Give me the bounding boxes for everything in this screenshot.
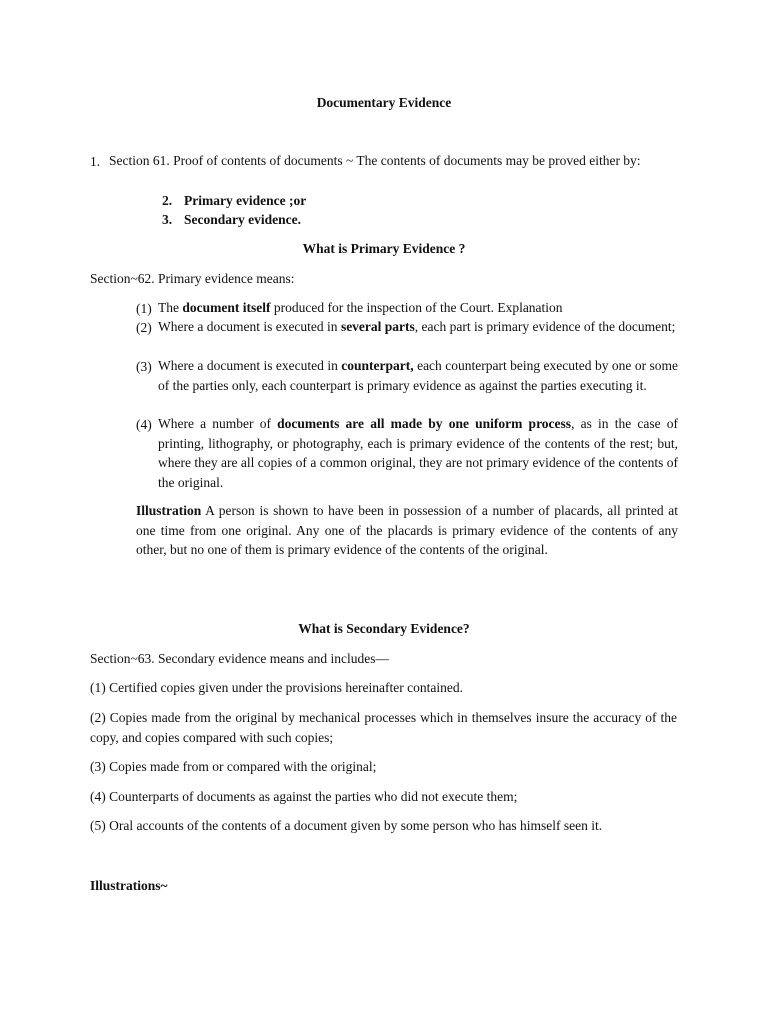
secondary-item-2: (2) Copies made from the original by mechanical processes which in themselves insure the accuracy of the copy, and copies compared with such copies; [90, 710, 677, 745]
list-item-number: 2. [162, 193, 173, 208]
primary-item-1: The document itself produced for the inspection of the Court. Explanation [158, 300, 563, 315]
list-item-number: 3. [162, 212, 173, 227]
section-61-text: Section 61. Proof of contents of documents ~ The contents of documents may be proved either by: [109, 153, 641, 168]
section-63-intro: Section~63. Secondary evidence means and includes— [90, 651, 389, 666]
primary-evidence-heading: What is Primary Evidence ? [302, 241, 466, 256]
secondary-item-4: (4) Counterparts of documents as against the parties who did not execute them; [90, 789, 518, 804]
primary-item-4: Where a number of documents are all made by one uniform process, as in the case of printing, lithography, or photography, each is primary evidence of the contents of the rest; but, where they are all copies of a common original, they are not primary evidence of the contents of the original. [158, 416, 678, 490]
document-title: Documentary Evidence [316, 95, 452, 110]
primary-item-3: Where a document is executed in counterpart, each counterpart being executed by one or some of the parties only, each counterpart is primary evidence as against the parties executing it. [158, 358, 678, 393]
illustrations-heading: Illustrations~ [90, 878, 168, 893]
list-item-primary-evidence: Primary evidence ;or [184, 193, 307, 208]
primary-item-number: (3) [136, 359, 152, 374]
list-item-secondary-evidence: Secondary evidence. [184, 212, 301, 227]
primary-item-number: (2) [136, 320, 152, 335]
primary-illustration: Illustration A person is shown to have been in possession of a number of placards, all printed at one time from one original. Any one of the placards is primary evidence of the contents of any other, but no one of them is primary evidence of the contents of the original. [136, 503, 678, 557]
secondary-item-5: (5) Oral accounts of the contents of a document given by some person who has himself seen it. [90, 818, 603, 833]
section-62-intro: Section~62. Primary evidence means: [90, 271, 295, 286]
primary-item-number: (4) [136, 417, 152, 432]
secondary-evidence-heading: What is Secondary Evidence? [298, 621, 470, 636]
primary-item-number: (1) [136, 301, 152, 316]
secondary-item-1: (1) Certified copies given under the provisions hereinafter contained. [90, 680, 463, 695]
primary-item-2: Where a document is executed in several parts, each part is primary evidence of the document; [158, 319, 676, 334]
secondary-item-3: (3) Copies made from or compared with the original; [90, 759, 377, 774]
section-61-number: 1. [90, 154, 101, 169]
